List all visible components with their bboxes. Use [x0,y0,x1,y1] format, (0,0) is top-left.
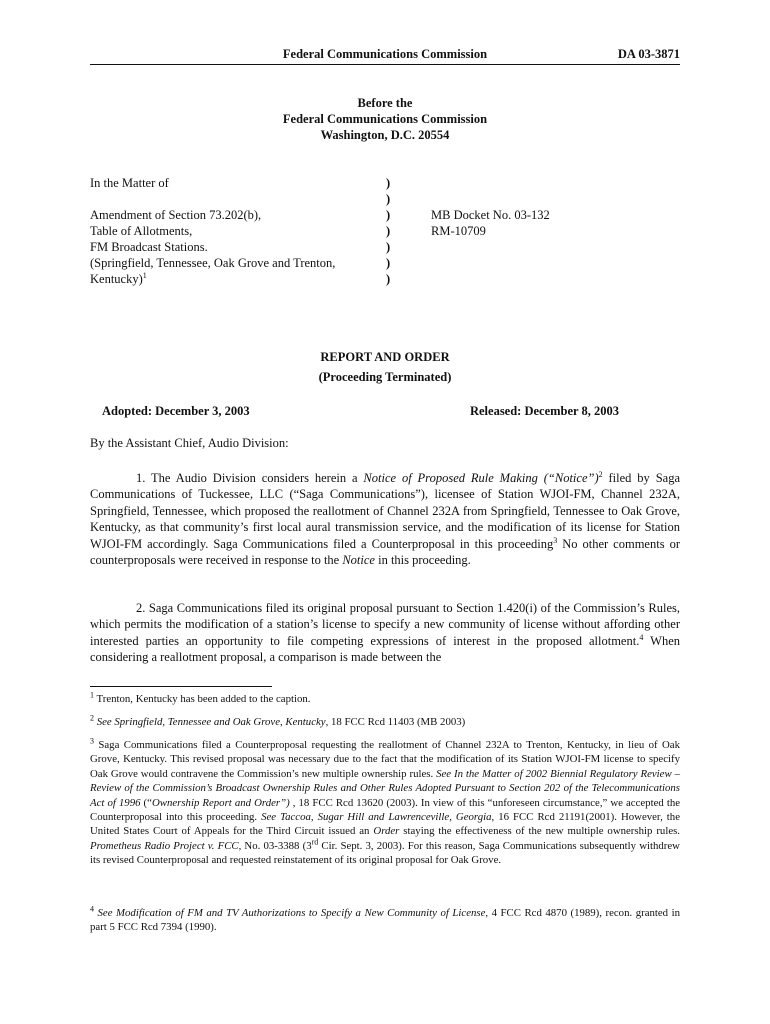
header-agency: Federal Communications Commission [282,47,488,61]
paragraph-1: 1. The Audio Division considers herein a Notice of Proposed Rule Making (“Notice”)$^2$ filed by Saga Communications of Tuckessee, LLC (“Saga Communications”), licensee of Station WJOI-FM, Channel 232A, Springfield, Tennessee, which proposed the reallotment of Channel 232A from Springfield, Tennessee to Oak Grove, Kentucky, as that community’s first local aural transmission service, and the modification of its license for Station WJOI-FM accordingly. Saga Communications filed a Counterproposal in this proceeding$^3$ No other comments or counterproposals were received in response to the Notice in this proceeding. [90,469,680,568]
caption-parens: ) ) ) ) ) ) ) [386,176,391,286]
footnote-ref[interactable]: 1 [142,270,147,280]
by-line: By the Assistant Chief, Audio Division: [90,436,289,450]
header-rule [90,64,680,65]
before-line: Before the [357,96,413,110]
caption-places-b: Kentucky)$^1$ [90,270,147,286]
caption-fm: FM Broadcast Stations. [90,240,208,254]
footnote-divider [90,686,272,687]
case-caption [90,175,380,287]
footnote-ref[interactable]: 4 [639,632,644,642]
footnote-ref[interactable]: 2 [598,469,603,479]
mb-docket: MB Docket No. 03-132 [431,208,550,222]
footnote-1: $^1$ Trenton, Kentucky has been added to the caption. [90,690,311,705]
before-block [90,95,680,143]
footnote-ref[interactable]: 3 [553,535,558,545]
rm-number: RM-10709 [431,224,486,238]
footnote-4: $^4$ See Modification of FM and TV Authorizations to Specify a New Community of License, 4 FCC Rcd 4870 (1989), recon. granted in part 5 FCC Rcd 7394 (1990). [90,904,680,934]
released-date: Released: December 8, 2003 [469,404,619,418]
docket-numbers [431,207,550,239]
caption-matter: In the Matter of [90,176,169,190]
before-location: Washington, D.C. 20554 [320,128,450,142]
caption-places-a: (Springfield, Tennessee, Oak Grove and Trenton, [90,256,336,270]
caption-amendment: Amendment of Section 73.202(b), [90,208,262,222]
caption-table: Table of Allotments, [90,224,193,238]
page-header [90,47,680,69]
title-main: REPORT AND ORDER [320,350,450,364]
footnote-2: $^2$ See Springfield, Tennessee and Oak Grove, Kentucky, 18 FCC Rcd 11403 (MB 2003) [90,713,466,728]
before-agency: Federal Communications Commission [282,112,488,126]
footnote-3: $^3$ Saga Communications filed a Counterproposal requesting the reallotment of Channel 232A to Trenton, Kentucky, in lieu of Oak Grove, Kentucky. This revised proposal was necessary due to the fact that the modification of its Station WJOI-FM license to specify Oak Grove would contravene the Commission’s new multiple ownership rules. See In the Matter of 2002 Biennial Regulatory Review – Review of the Commission’s Broadcast Ownership Rules and Other Rules Adopted Pursuant to Section 202 of the Telecommunications Act of 1996 (“Ownership Report and Order”) , 18 FCC Rcd 13620 (2003). In view of this “unforeseen circumstance,” we accepted the Counterproposal into this proceeding. See Taccoa, Sugar Hill and Lawrenceville, Georgia, 16 FCC Rcd 21191(2001). However, the United States Court of Appeals for the Third Circuit issued an Order staying the effectiveness of the new multiple ownership rules. Prometheus Radio Project v. FCC, No. 03-3388 (3rd Cir. Sept. 3, 2003). For this reason, Saga Communications subsequently withdrew its revised Counterproposal and requested reinstatement of its original proposal for Oak Grove. [90,736,681,867]
paragraph-2: 2. Saga Communications filed its original proposal pursuant to Section 1.420(i) of the Commission’s Rules, which permits the modification of a station’s license to specify a new community of license without affording other interested parties an opportunity to file competing expressions of interest in the proposed allotment.$^4$ When considering a reallotment proposal, a comparison is made between the [90,601,680,665]
title-sub: (Proceeding Terminated) [318,370,452,384]
adopted-date: Adopted: December 3, 2003 [102,404,250,418]
document-title [90,347,680,387]
header-docket-id: DA 03-3871 [617,47,680,61]
